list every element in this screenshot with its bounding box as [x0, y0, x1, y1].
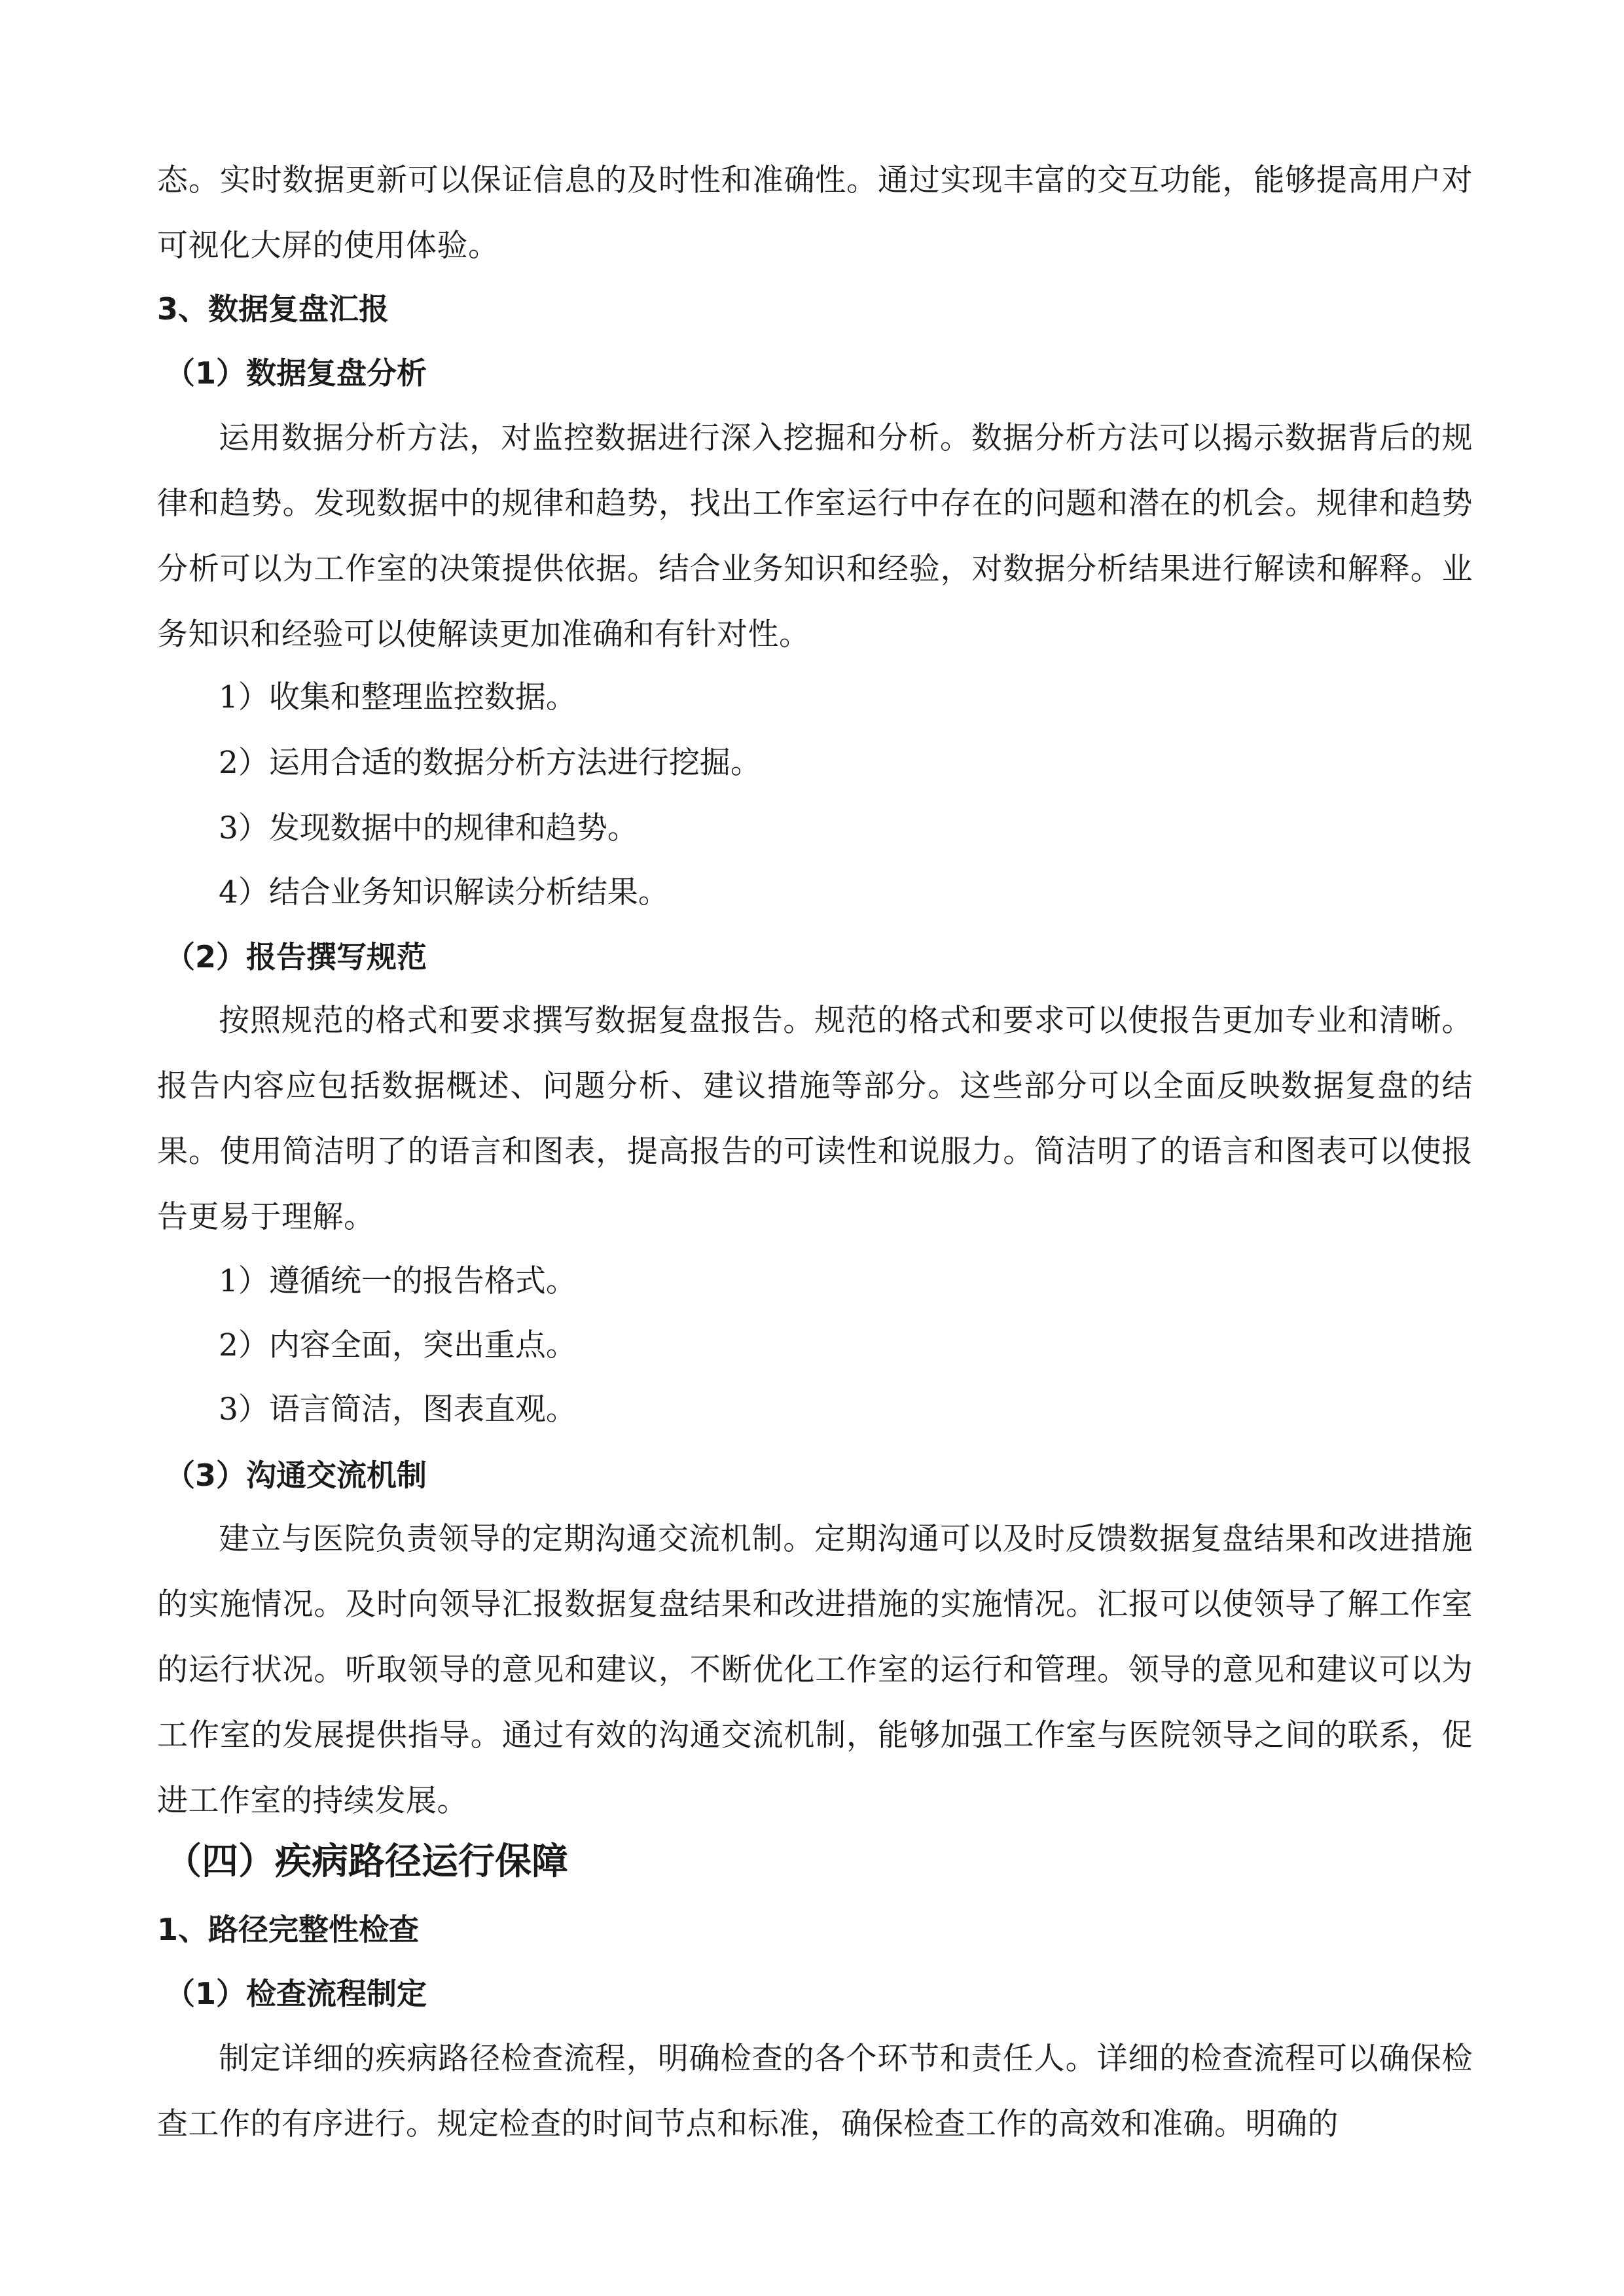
list-item: 4）结合业务知识解读分析结果。: [219, 874, 669, 910]
subsection-heading-analysis: （1）数据复盘分析: [165, 355, 427, 391]
paragraph-communication: 建立与医院负责领导的定期沟通交流机制。定期沟通可以及时反馈数据复盘结果和改进措施的实施情况。及时向领导汇报数据复盘结果和改进措施的实施情况。汇报可以使领导了解工作室的运行状况。听取领导的意见和建议，不断优化工作室的运行和管理。领导的意见和建议可以为工作室的发展提供指导。通过有效的沟通交流机制，能够加强工作室与医院领导之间的联系，促进工作室的持续发展。: [157, 1521, 1473, 1819]
section-heading-data-review: 3、数据复盘汇报: [157, 291, 389, 327]
paragraph-report: 按照规范的格式和要求撰写数据复盘报告。规范的格式和要求可以使报告更加专业和清晰。报告内容应包括数据概述、问题分析、建议措施等部分。这些部分可以全面反映数据复盘的结果。使用简洁明了的语言和图表，提高报告的可读性和说服力。简洁明了的语言和图表可以使报告更易于理解。: [157, 1003, 1473, 1235]
subsection-heading-process: （1）检查流程制定: [165, 1976, 427, 2011]
subsection-heading-communication: （3）沟通交流机制: [165, 1458, 427, 1493]
list-item: 3）语言简洁，图表直观。: [219, 1391, 577, 1427]
chapter-heading-pathway: （四）疾病路径运行保障: [165, 1840, 568, 1883]
paragraph-process: 制定详细的疾病路径检查流程，明确检查的各个环节和责任人。详细的检查流程可以确保检查工作的有序进行。规定检查的时间节点和标准，确保检查工作的高效和准确。明确的: [157, 2041, 1473, 2142]
paragraph-analysis: 运用数据分析方法，对监控数据进行深入挖掘和分析。数据分析方法可以揭示数据背后的规律和趋势。发现数据中的规律和趋势，找出工作室运行中存在的问题和潜在的机会。规律和趋势分析可以为工作室的决策提供依据。结合业务知识和经验，对数据分析结果进行解读和解释。业务知识和经验可以使解读更加准确和有针对性。: [157, 420, 1473, 653]
subsection-heading-report: （2）报告撰写规范: [165, 939, 427, 975]
list-item: 1）遵循统一的报告格式。: [219, 1263, 577, 1299]
section-heading-integrity: 1、路径完整性检查: [157, 1912, 420, 1947]
paragraph-continuation: 态。实时数据更新可以保证信息的及时性和准确性。通过实现丰富的交互功能，能够提高用户对可视化大屏的使用体验。: [157, 162, 1473, 264]
list-item: 1）收集和整理监控数据。: [219, 679, 577, 715]
list-item: 3）发现数据中的规律和趋势。: [219, 810, 638, 846]
list-item: 2）运用合适的数据分析方法进行挖掘。: [219, 745, 761, 781]
list-item: 2）内容全面，突出重点。: [219, 1327, 577, 1363]
